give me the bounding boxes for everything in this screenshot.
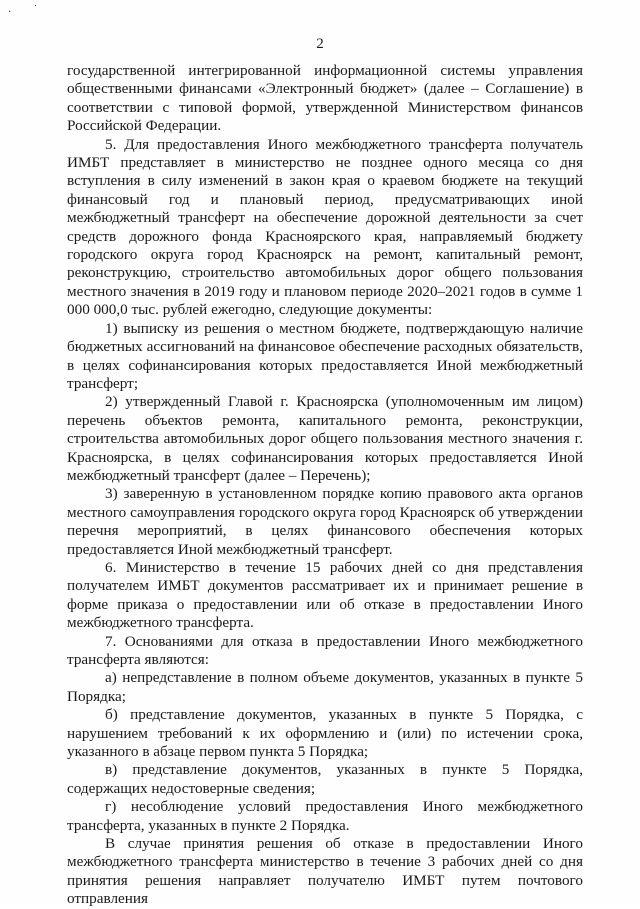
scan-corner-marks: ․ ˙	[8, 4, 48, 15]
paragraph-clause-5: 5. Для предоставления Иного межбюджетного трансферта получатель ИМБТ представляет в министерство не позднее одного месяца со дня вступления в силу изменений в закон края о краевом бюджете на текущий финансовый год и плановый период, предусматривающих иной межбюджетный трансферт на обеспечение дорожной деятельности за счет средств дорожного фонда Красноярского края, направляемый бюджету городского округа город Красноярск на ремонт, капитальный ремонт, реконструкцию, строительство автомобильных дорог общего пользования местного значения в 2019 году и плановом периоде 2020–2021 годов в сумме 1 000 000,0 тыс. рублей ежегодно, следующие документы:	[67, 135, 583, 319]
paragraph-item-2: 2) утвержденный Главой г. Красноярска (уполномоченным им лицом) перечень объектов ремонта, капитального ремонта, реконструкции, строительства автомобильных дорог общего пользования местного значения г. Красноярска, в целях софинансирования которых предоставляется Иной межбюджетный трансферт (далее – Перечень);	[67, 393, 583, 484]
paragraph-clause-6: 6. Министерство в течение 15 рабочих дней со дня представления получателем ИМБТ документов рассматривает их и принимает решение в форме приказа о предоставлении или об отказе в предоставлении Иного межбюджетного трансферта.	[67, 558, 583, 632]
paragraph-item-1: 1) выписку из решения о местном бюджете, подтверждающую наличие бюджетных ассигнований на финансовое обеспечение расходных обязательств, в целях софинансирования которых предоставляется Иной межбюджетный трансферт;	[67, 319, 583, 392]
paragraph-item-v: в) представление документов, указанных в пункте 5 Порядка, содержащих недостоверные сведения;	[67, 761, 583, 797]
page-number: 2	[316, 36, 324, 52]
paragraph-continuation: государственной интегрированной информационной системы управления общественными финансами «Электронный бюджет» (далее – Соглашение) в соответствии с типовой формой, утвержденной Министерством финансов Российской Федерации.	[67, 62, 583, 135]
paragraph-item-g: г) несоблюдение условий предоставления Иного межбюджетного трансферта, указанных в пункте 2 Порядка.	[67, 798, 583, 834]
paragraph-refusal: В случае принятия решения об отказе в предоставлении Иного межбюджетного трансферта министерство в течение 3 рабочих дней со дня принятия решения направляет получателю ИМБТ путем почтового отправления	[67, 835, 583, 908]
document-body	[67, 62, 583, 909]
paragraph-item-a: а) непредставление в полном объеме документов, указанных в пункте 5 Порядка;	[67, 669, 583, 705]
paragraph-item-3: 3) заверенную в установленном порядке копию правового акта органов местного самоуправления городского округа город Красноярск об утверждении перечня мероприятий, в целях финансового обеспечения которых предоставляется Иной межбюджетный трансферт.	[67, 485, 583, 558]
paragraph-clause-7: 7. Основаниями для отказа в предоставлении Иного межбюджетного трансферта являются:	[67, 632, 583, 668]
paragraph-item-b: б) представление документов, указанных в пункте 5 Порядка, с нарушением требований к их оформлению и (или) по истечении срока, указанного в абзаце первом пункта 5 Порядка;	[67, 706, 583, 761]
